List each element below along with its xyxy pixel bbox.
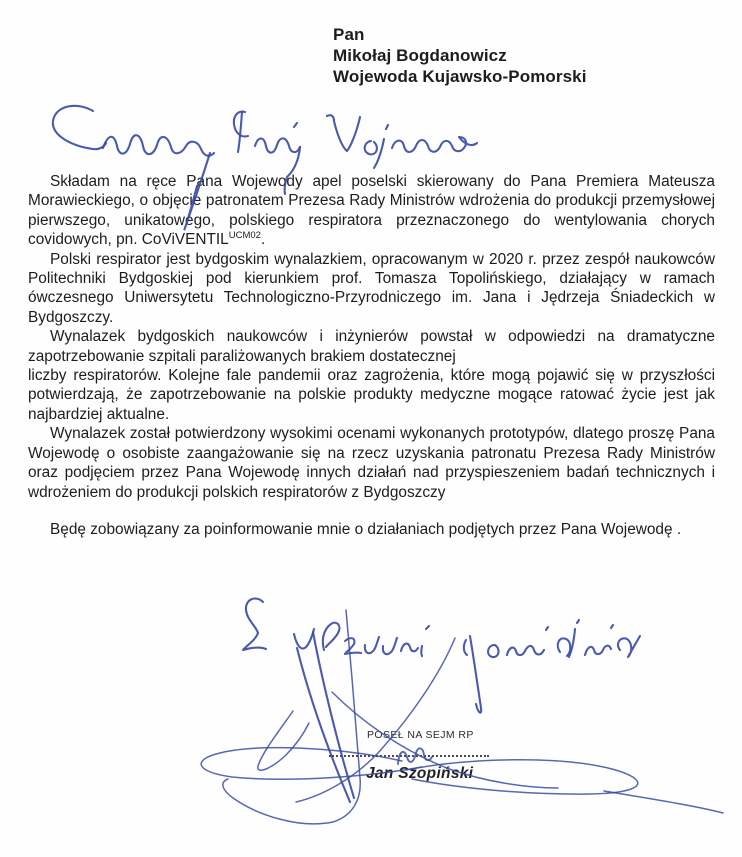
paragraph-1 [28,172,715,250]
signature-role-label: POSEŁ NA SEJM RP [367,729,474,741]
paragraph-5: Będę zobowiązany za poinformowanie mnie o działaniach podjętych przez Pana Wojewodę . [50,520,682,538]
respirator-model-superscript: UCM02 [228,230,261,242]
signature-printed-name: Jan Szopiński [366,765,474,782]
signature-ink [201,610,723,824]
paragraph-3a: Wynalazek bydgoskich naukowców i inżynierów powstał w odpowiedzi na dramatyczne zapotrzebowanie szpitali paraliżowanych brakiem dostatecznej [28,328,715,365]
paragraph-4: Wynalazek został potwierdzony wysokimi ocenami wykonanych prototypów, dlatego proszę Pana Wojewodę o osobiste zaangażowanie się na rzecz uzyskania patronatu Prezesa Rady Ministrów oraz podjęciem przez Pana Wojewodę innych działań nad przyspieszeniem badań technicznych i wdrożeniem do produkcji polskich respiratorów z Bydgoszczy [28,425,715,501]
recipient-salutation: Pan [333,25,365,44]
recipient-name: Mikołaj Bogdanowicz [333,46,507,65]
letter-body [28,172,715,545]
recipient-title: Wojewoda Kujawsko-Pomorski [333,67,587,86]
paragraph-1-period: . [260,231,266,249]
handwritten-closing-text [0,0,1,1]
recipient-block [333,24,587,87]
paragraph-1-text: Składam na ręce Pana Wojewody apel poselski skierowany do Pana Premiera Mateusza Morawieckiego, o objęcie patronatem Prezesa Rady Ministrów wdrożenia do produkcji przemysłowej pierwszego, unikatowego, polskiego respiratora przeznaczonego do wentylowania chorych covidowych, pn. CoViVENTIL [28,173,715,249]
paragraph-3b: liczby respiratorów. Kolejne fale pandemii oraz zagrożenia, które mogą pojawić się w przyszłości potwierdzają, że zapotrzebowanie na polskie produkty medyczne mogące ratować życie jest jak najbardziej aktualne. [28,367,715,423]
signature-dotted-line [329,755,489,757]
handwritten-greeting-text [0,0,1,1]
paragraph-2: Polski respirator jest bydgoskim wynalazkiem, opracowanym w 2020 r. przez zespół naukowców Politechniki Bydgoskiej pod kierunkiem prof. Tomasza Topolińskiego, działający w ramach ówczesnego Uniwersytetu Technologiczno-Przyrodniczego im. Jana i Jędrzeja Śniadeckich w Bydgoszczy. [28,250,715,326]
